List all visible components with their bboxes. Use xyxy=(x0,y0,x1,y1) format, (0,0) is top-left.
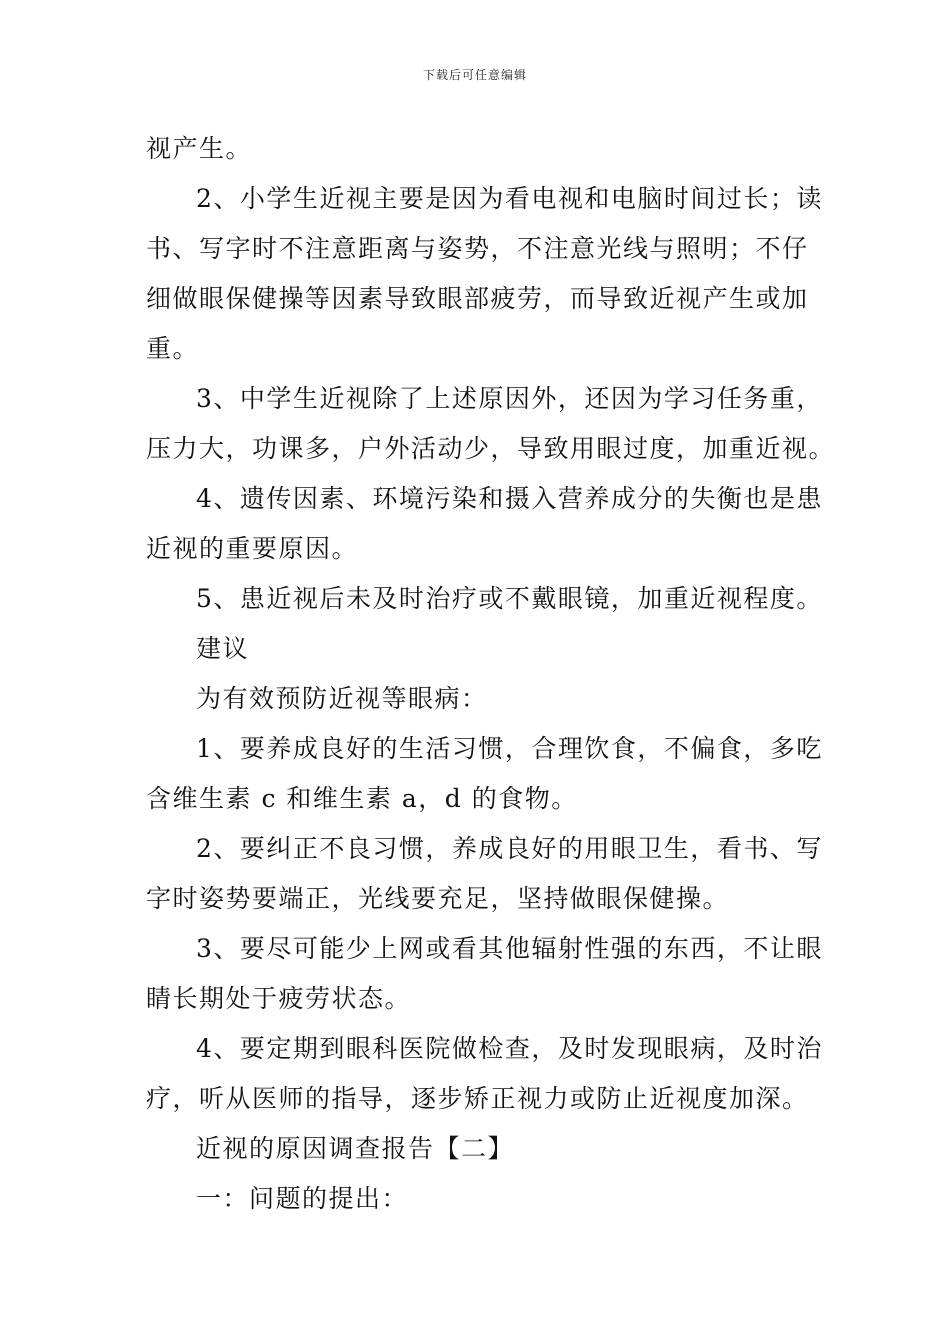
paragraph-line: 1、要养成良好的生活习惯，合理饮食，不偏食，多吃 xyxy=(196,734,823,763)
paragraph-line: 近视的重要原因。 xyxy=(146,534,359,563)
section-heading: 建议 xyxy=(196,634,250,663)
paragraph-line: 3、中学生近视除了上述原因外，还因为学习任务重， xyxy=(196,384,823,413)
paragraph-line: 2、小学生近视主要是因为看电视和电脑时间过长；读 xyxy=(196,184,823,213)
paragraph-line: 视产生。 xyxy=(146,134,253,163)
paragraph-line: 字时姿势要端正，光线要充足，坚持做眼保健操。 xyxy=(146,884,730,913)
header-note: 下载后可任意编辑 xyxy=(422,68,527,82)
paragraph-line: 含维生素 c 和维生素 a，d 的食物。 xyxy=(146,784,578,813)
section-heading: 一：问题的提出： xyxy=(196,1184,409,1213)
paragraph-line: 睛长期处于疲劳状态。 xyxy=(146,984,412,1013)
paragraph-line: 4、遗传因素、环境污染和摄入营养成分的失衡也是患 xyxy=(196,484,823,513)
paragraph-line: 4、要定期到眼科医院做检查，及时发现眼病，及时治 xyxy=(196,1034,823,1063)
paragraph-line: 2、要纠正不良习惯，养成良好的用眼卫生，看书、写 xyxy=(196,834,823,863)
paragraph-line: 细做眼保健操等因素导致眼部疲劳，而导致近视产生或加 xyxy=(146,284,809,313)
paragraph-line: 压力大，功课多，户外活动少，导致用眼过度，加重近视。 xyxy=(146,434,836,463)
paragraph-line: 书、写字时不注意距离与姿势，不注意光线与照明；不仔 xyxy=(146,234,809,263)
section-heading: 近视的原因调查报告【二】 xyxy=(196,1134,515,1163)
paragraph-line: 5、患近视后未及时治疗或不戴眼镜，加重近视程度。 xyxy=(196,584,823,613)
paragraph-line: 疗，听从医师的指导，逐步矫正视力或防止近视度加深。 xyxy=(146,1084,809,1113)
paragraph-line: 为有效预防近视等眼病： xyxy=(196,684,488,713)
paragraph-line: 重。 xyxy=(146,334,200,363)
paragraph-line: 3、要尽可能少上网或看其他辐射性强的东西，不让眼 xyxy=(196,934,823,963)
